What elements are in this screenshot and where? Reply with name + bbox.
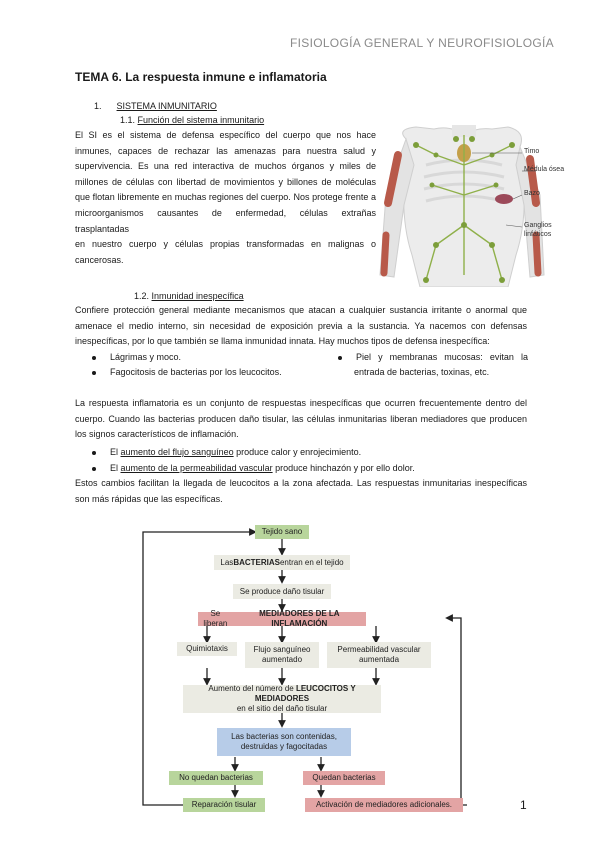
section-number: 1. bbox=[94, 101, 102, 111]
section-label: SISTEMA INMUNITARIO bbox=[116, 101, 217, 111]
flow-chemotaxis: Quimiotaxis bbox=[177, 642, 237, 656]
bullet-icon bbox=[92, 371, 96, 375]
flow-additional-mediators: Activación de mediadores adicionales. bbox=[305, 798, 463, 812]
loop-arrow-left bbox=[143, 532, 253, 805]
flow-tissue-damage: Se produce daño tisular bbox=[233, 584, 331, 599]
running-header: FISIOLOGÍA GENERAL Y NEUROFISIOLOGÍA bbox=[290, 36, 554, 50]
text-line: en nuestro cuerpo y células propias transformadas en malignas o bbox=[75, 239, 376, 250]
defense-list-left bbox=[92, 350, 332, 380]
inflammation-signs-list bbox=[92, 444, 532, 476]
page-number: 1 bbox=[520, 798, 527, 812]
paragraph-inflammatory-response bbox=[75, 396, 527, 443]
label-bone-marrow: Médula ósea bbox=[524, 166, 565, 173]
immune-system-anatomy-figure bbox=[376, 125, 596, 287]
defense-list-right bbox=[338, 350, 528, 380]
text-line: supervivencia. Es una red interactiva de muchos órganos y miles de bbox=[75, 161, 376, 172]
subsection-number: 1.2. bbox=[134, 291, 150, 301]
flow-bacteria-enter: Las BACTERIAS entran en el tejido bbox=[214, 555, 350, 570]
list-item: El aumento de la permeabilidad vascular produce hinchazón y por ello dolor. bbox=[92, 460, 532, 476]
subsection-heading-1-1 bbox=[120, 115, 264, 125]
flow-blood-flow: Flujo sanguíneo aumentado bbox=[245, 642, 319, 668]
text-line: que flotan libremente en muchas regiones del cuerpo. Nos protege frente a bbox=[75, 192, 376, 203]
bullet-icon bbox=[92, 467, 96, 471]
bullet-icon bbox=[92, 356, 96, 360]
list-item: Fagocitosis de bacterias por los leucocitos. bbox=[92, 365, 332, 380]
text-line: microorganismos causantes de enfermedad, células extrañas trasplantadas bbox=[75, 207, 376, 234]
text-line: cancerosas. bbox=[75, 254, 124, 265]
subsection-label: Función del sistema inmunitario bbox=[137, 115, 265, 125]
bullet-icon bbox=[338, 356, 342, 360]
flow-tissue-repair: Reparación tisular bbox=[183, 798, 265, 812]
paragraph-innate-immunity bbox=[75, 303, 527, 350]
text-line: los signos característicos de inflamación. bbox=[75, 429, 239, 440]
page-title: TEMA 6. La respuesta inmune e inflamatoria bbox=[75, 70, 327, 84]
bullet-icon bbox=[92, 451, 96, 455]
flow-bacteria-remain: Quedan bacterias bbox=[303, 771, 385, 785]
list-item: Piel y membranas mucosas: evitan la bbox=[338, 350, 528, 365]
text-line: inespecíficas, por lo que también se llama inmunidad innata. Hay muchos tipos de defensa inespecífica: bbox=[75, 336, 490, 347]
text-line: El SI es el sistema de defensa específico del cuerpo que nos hace bbox=[75, 130, 376, 140]
subsection-label: Inmunidad inespecífica bbox=[151, 291, 244, 301]
flow-leukocyte-increase: Aumento del número de LEUCOCITOS Y MEDIADORES en el sitio del daño tisular bbox=[183, 685, 381, 713]
subsection-heading-1-2 bbox=[134, 291, 244, 301]
list-item-continuation: entrada de bacterias, toxinas, etc. bbox=[354, 367, 490, 377]
text-line: inmunes, capaces de rechazar las amenazas para nuestra salud y bbox=[75, 145, 376, 156]
subsection-number: 1.1. bbox=[120, 115, 136, 125]
flow-vascular-permeability: Permeabilidad vascular aumentada bbox=[327, 642, 431, 668]
text-line: Confiere protección general mediante mecanismos que atacan a cualquier sustancia irritante o anormal que bbox=[75, 305, 527, 315]
flow-healthy-tissue: Tejido sano bbox=[255, 525, 309, 539]
text-line: cuerpo. Cuando las bacterias producen daño tisular, las células inmunitarias liberan mediadores que producen bbox=[75, 413, 527, 424]
label-thymus: Timo bbox=[524, 148, 540, 155]
text-line: millones de células con libertad de movimientos y billones de moléculas bbox=[75, 176, 376, 187]
loop-arrow-right bbox=[449, 618, 467, 805]
label-lymph-nodes-2: linfáticos bbox=[524, 231, 552, 238]
flow-no-bacteria-left: No quedan bacterias bbox=[169, 771, 263, 785]
label-spleen: Bazo bbox=[524, 190, 540, 197]
paragraph-leukocytes bbox=[75, 476, 527, 507]
label-lymph-nodes: Ganglios bbox=[524, 222, 552, 229]
flow-mediators-released: Se liberan MEDIADORES DE LA INFLAMACIÓN bbox=[198, 612, 366, 626]
text-line: amenace el medio interno, sin necesidad de exposición previa a la sustancia. Ya nacemos con defensas bbox=[75, 320, 527, 331]
list-item: Lágrimas y moco. bbox=[92, 350, 332, 365]
list-item: El aumento del flujo sanguíneo produce calor y enrojecimiento. bbox=[92, 444, 532, 460]
inflammation-flowchart bbox=[135, 518, 467, 816]
text-line: son más rápidas que las específicas. bbox=[75, 493, 223, 504]
paragraph-immune-function bbox=[75, 128, 376, 268]
torso-illustration bbox=[376, 125, 596, 287]
text-line: Estos cambios facilitan la llegada de leucocitos a la zona afectada. Las respuestas inmunitarias inespecíficas bbox=[75, 478, 527, 488]
text-line: La respuesta inflamatoria es un conjunto de respuestas inespecíficas que ocurren frecuentemente dentro del bbox=[75, 398, 527, 408]
flow-bacteria-contained: Las bacterias son contenidas, destruidas y fagocitadas bbox=[217, 728, 351, 756]
section-heading-1 bbox=[94, 101, 217, 111]
